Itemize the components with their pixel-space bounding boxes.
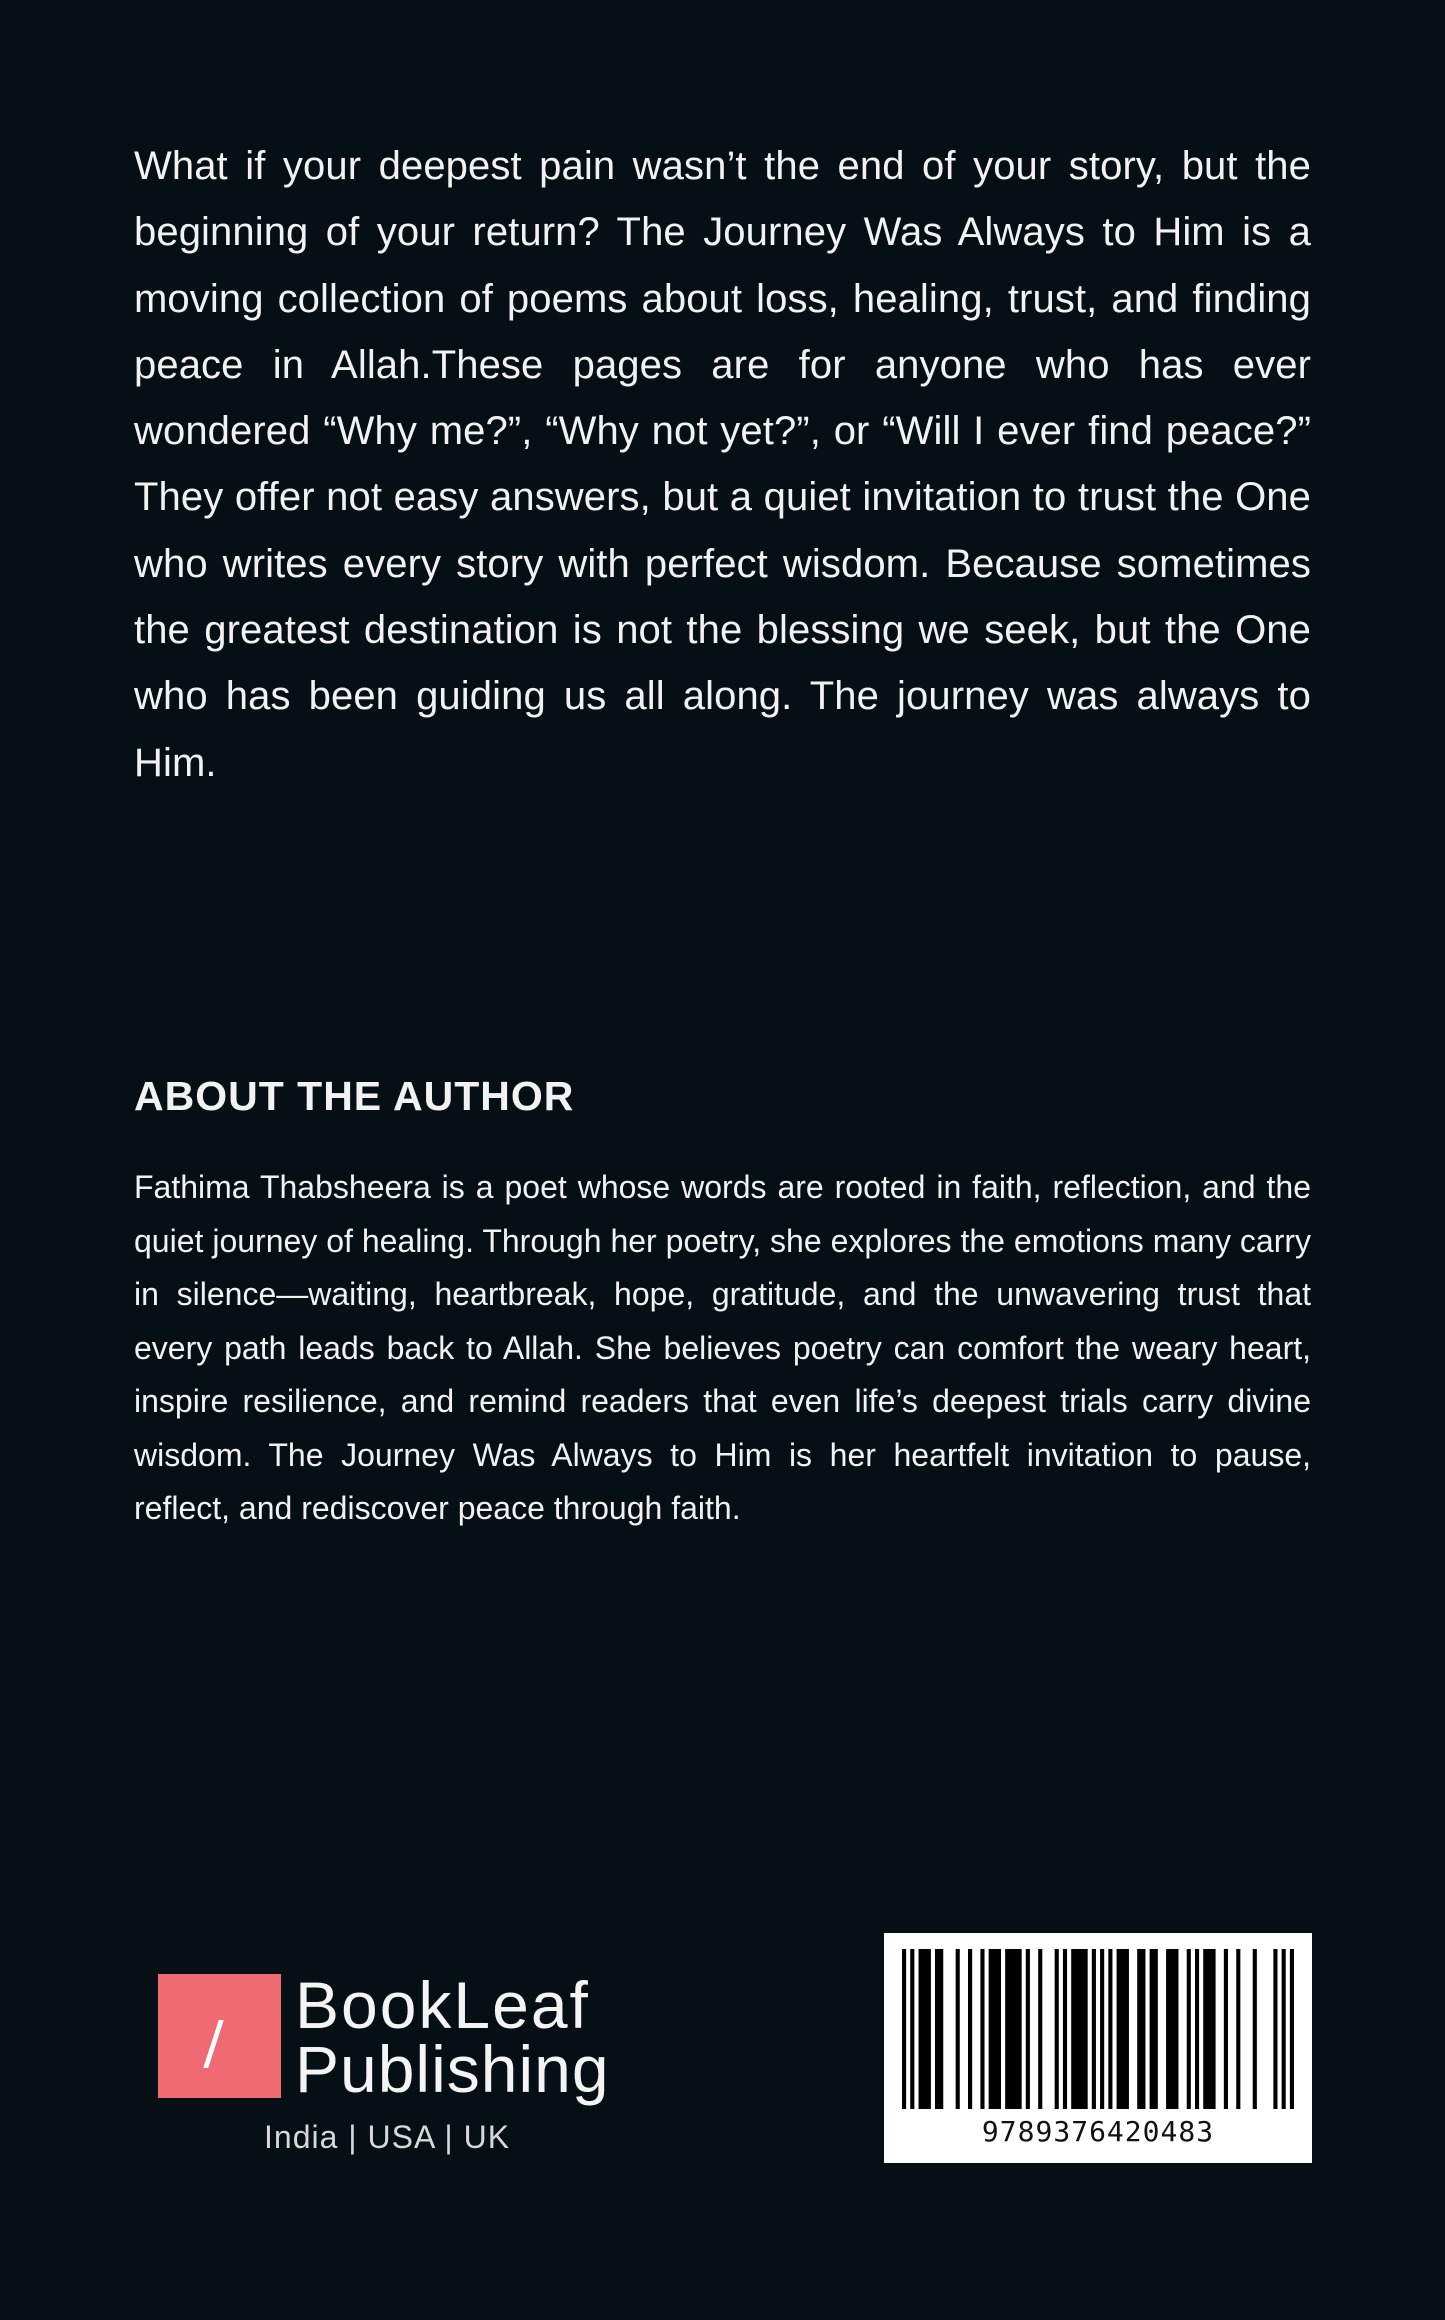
publisher-name-line2: Publishing	[295, 2032, 610, 2106]
barcode-bar	[980, 1949, 984, 2109]
barcode-bar	[935, 1949, 943, 2109]
barcode-bar	[1063, 1949, 1067, 2109]
isbn-barcode	[884, 1933, 1312, 2163]
barcode-bar	[1290, 1949, 1294, 2109]
barcode-bar	[902, 1949, 906, 2109]
barcode-bar	[968, 1949, 972, 2109]
barcode-bar	[989, 1949, 1001, 2109]
barcode-bar	[1137, 1949, 1145, 2109]
barcode-bar	[1117, 1949, 1129, 2109]
barcode-bar	[1273, 1949, 1277, 2109]
barcode-bar	[1224, 1949, 1228, 2109]
barcode-bar	[1005, 1949, 1022, 2109]
bookleaf-logo-icon	[158, 1974, 281, 2098]
barcode-bar	[1071, 1949, 1088, 2109]
barcode-bar	[1092, 1949, 1096, 2109]
barcode-bar	[1282, 1949, 1286, 2109]
barcode-bar	[1108, 1949, 1112, 2109]
barcode-bar	[919, 1949, 931, 2109]
barcode-bar	[1236, 1949, 1240, 2109]
barcode-bar	[1055, 1949, 1059, 2109]
barcode-bar	[956, 1949, 960, 2109]
isbn-number: 9789376420483	[981, 2115, 1215, 2148]
barcode-bar	[910, 1949, 914, 2109]
barcode-bar	[1100, 1949, 1104, 2109]
barcode-bar	[1253, 1949, 1257, 2109]
barcode-bars	[902, 1949, 1294, 2109]
barcode-bar	[1203, 1949, 1215, 2109]
publisher-logo	[158, 1968, 618, 2172]
publisher-name-line1: BookLeaf	[295, 1968, 590, 2042]
publisher-regions: India | USA | UK	[264, 2119, 511, 2155]
about-author-heading: ABOUT THE AUTHOR	[134, 1073, 575, 1119]
book-blurb: What if your deepest pain wasn’t the end of your story, but the beginning of your return? The Journey Was Always to Him is a moving collection of poems about loss, healing, trust, and finding peace in Allah.These pages are for anyone who has ever wondered “Why me?”, “Why not yet?”, or “Will I ever find peace?” They offer not easy answers, but a quiet invitation to trust the One who writes every story with perfect wisdom. Because sometimes the greatest destination is not the blessing we seek, but the One who has been guiding us all along. The journey was always to Him.	[134, 144, 1311, 785]
barcode-bar	[1187, 1949, 1191, 2109]
author-bio: Fathima Thabsheera is a poet whose words are rooted in faith, reflection, and the quiet journey of healing. Through her poetry, she explores the emotions many carry in silence—waiting, heartbreak, hope, gratitude, and the unwavering trust that every path leads back to Allah. She believes poetry can comfort the weary heart, inspire resilience, and remind readers that even life’s deepest trials carry divine wisdom. The Journey Was Always to Him is her heartfelt invitation to pause, reflect, and rediscover peace through faith.	[134, 1169, 1311, 1526]
barcode-bar	[1195, 1949, 1199, 2109]
barcode-bar	[1150, 1949, 1158, 2109]
barcode-bar	[1026, 1949, 1030, 2109]
barcode-bar	[1166, 1949, 1178, 2109]
slash-mark	[203, 2020, 224, 2068]
barcode-bar	[1038, 1949, 1042, 2109]
